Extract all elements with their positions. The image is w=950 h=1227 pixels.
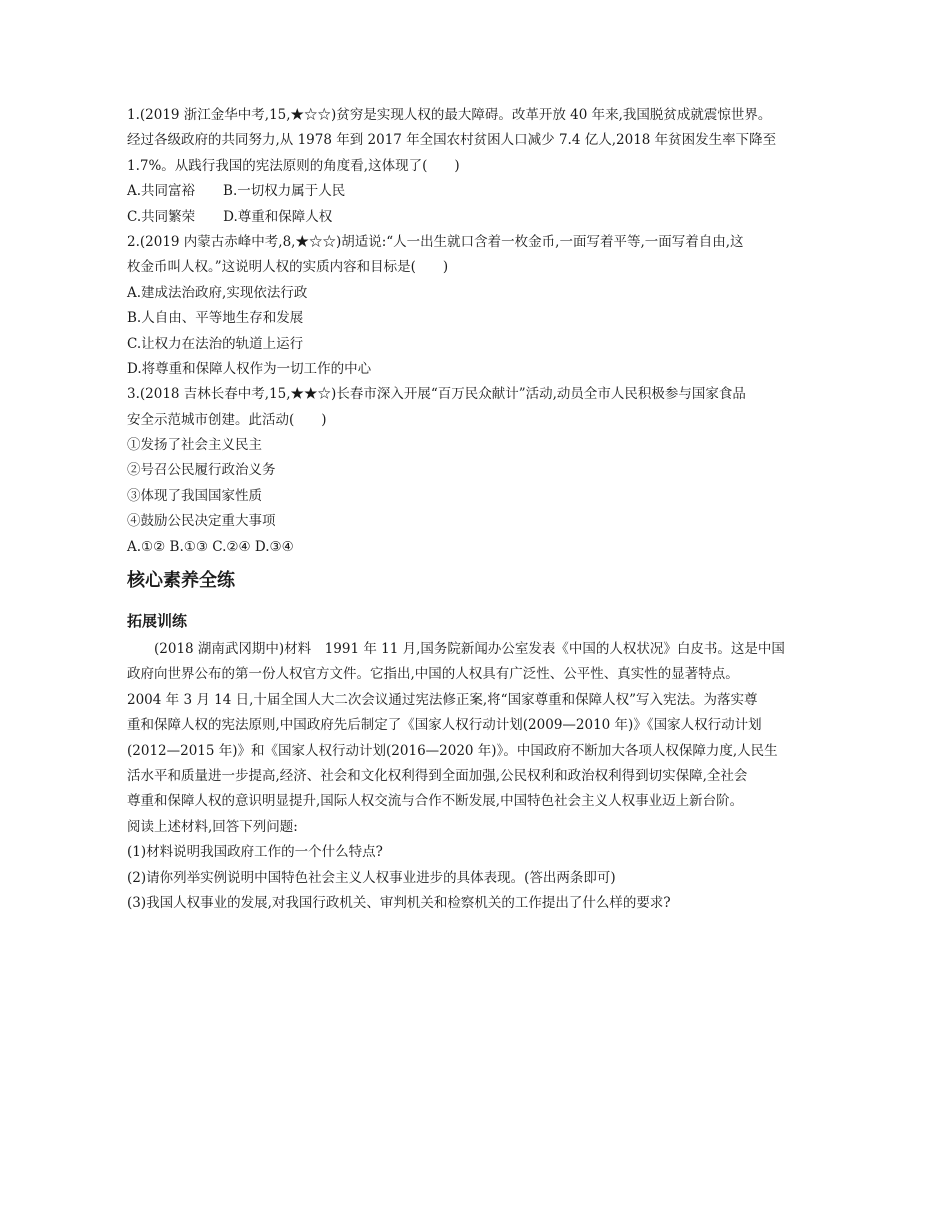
question-3-item-3: ③体现了我国国家性质 bbox=[127, 487, 262, 504]
question-3-item-4: ④鼓励公民决定重大事项 bbox=[127, 513, 276, 530]
question-2-option-a: A.建成法治政府,实现依法行政 bbox=[127, 284, 308, 301]
material-prompt: 阅读上述材料,回答下列问题: bbox=[127, 818, 298, 835]
question-1-stem-line-1: 1.(2019 浙江金华中考,15,★☆☆)贫穷是实现人权的最大障碍。改革开放 40 年来,我国脱贫成就震惊世界。 bbox=[127, 107, 772, 123]
question-3 bbox=[127, 382, 839, 560]
question-2 bbox=[127, 230, 839, 382]
question-3-item-1: ①发扬了社会主义民主 bbox=[127, 437, 262, 454]
material-line-5: (2012—2015 年)》和《国家人权行动计划(2016—2020 年)》。中国政府不断加大各项人权保障力度,人民生 bbox=[127, 742, 778, 759]
question-1-option-d: D.尊重和保障人权 bbox=[223, 208, 333, 225]
material-line-3: 2004 年 3 月 14 日,十届全国人大二次会议通过宪法修正案,将“国家尊重和保障人权”写入宪法。为落实尊 bbox=[127, 691, 758, 708]
question-1-stem-line-3: 1.7%。从践行我国的宪法原则的角度看,这体现了( ) bbox=[127, 157, 460, 174]
question-3-options: A.①② B.①③ C.②④ D.③④ bbox=[127, 538, 294, 555]
question-2-option-d: D.将尊重和保障人权作为一切工作的中心 bbox=[127, 360, 372, 377]
question-1-option-a: A.共同富裕 bbox=[127, 183, 196, 200]
question-2-option-b: B.人自由、平等地生存和发展 bbox=[127, 310, 304, 327]
material-line-7: 尊重和保障人权的意识明显提升,国际人权交流与合作不断发展,中国特色社会主义人权事业迈上新台阶。 bbox=[127, 793, 744, 810]
question-1-stem-line-2: 经过各级政府的共同努力,从 1978 年到 2017 年全国农村贫困人口减少 7.4 亿人,2018 年贫困发生率下降至 bbox=[127, 132, 777, 149]
material-subquestion-3: (3)我国人权事业的发展,对我国行政机关、审判机关和检察机关的工作提出了什么样的要求? bbox=[127, 894, 671, 911]
section-title: 核心素养全练 bbox=[127, 570, 235, 592]
document-page bbox=[127, 103, 839, 916]
section-subtitle: 拓展训练 bbox=[127, 612, 188, 631]
question-1-option-c: C.共同繁荣 bbox=[127, 208, 196, 225]
question-3-item-2: ②号召公民履行政治义务 bbox=[127, 462, 276, 479]
material-line-4: 重和保障人权的宪法原则,中国政府先后制定了《国家人权行动计划(2009—2010 年)》《国家人权行动计划 bbox=[127, 717, 762, 734]
material-line-6: 活水平和质量进一步提高,经济、社会和文化权利得到全面加强,公民权利和政治权利得到切实保障,全社会 bbox=[127, 767, 748, 784]
question-3-stem-line-2: 安全示范城市创建。此活动( ) bbox=[127, 411, 327, 428]
material-subquestion-2: (2)请你列举实例说明中国特色社会主义人权事业进步的具体表现。(答出两条即可) bbox=[127, 869, 616, 886]
question-3-stem-line-1: 3.(2018 吉林长春中考,15,★★☆)长春市深入开展“百万民众献计”活动,动员全市人民积极参与国家食品 bbox=[127, 386, 746, 403]
question-1-options-row-2 bbox=[127, 205, 839, 230]
question-2-stem-line-1: 2.(2019 内蒙古赤峰中考,8,★☆☆)胡适说:“人一出生就口含着一枚金币,一面写着平等,一面写着自由,这 bbox=[127, 233, 744, 250]
question-1-options-row-1 bbox=[127, 179, 839, 204]
material-question bbox=[127, 637, 839, 916]
material-subquestion-1: (1)材料说明我国政府工作的一个什么特点? bbox=[127, 844, 383, 861]
question-1 bbox=[127, 103, 839, 230]
question-2-option-c: C.让权力在法治的轨道上运行 bbox=[127, 335, 304, 352]
question-1-option-b: B.一切权力属于人民 bbox=[223, 183, 346, 200]
material-line-1: (2018 湖南武冈期中)材料 1991 年 11 月,国务院新闻办公室发表《中国的人权状况》白皮书。这是中国 bbox=[154, 641, 785, 658]
material-line-2: 政府向世界公布的第一份人权官方文件。它指出,中国的人权具有广泛性、公平性、真实性的显著特点。 bbox=[127, 666, 739, 683]
question-2-stem-line-2: 枚金币叫人权。”这说明人权的实质内容和目标是( ) bbox=[127, 259, 449, 276]
